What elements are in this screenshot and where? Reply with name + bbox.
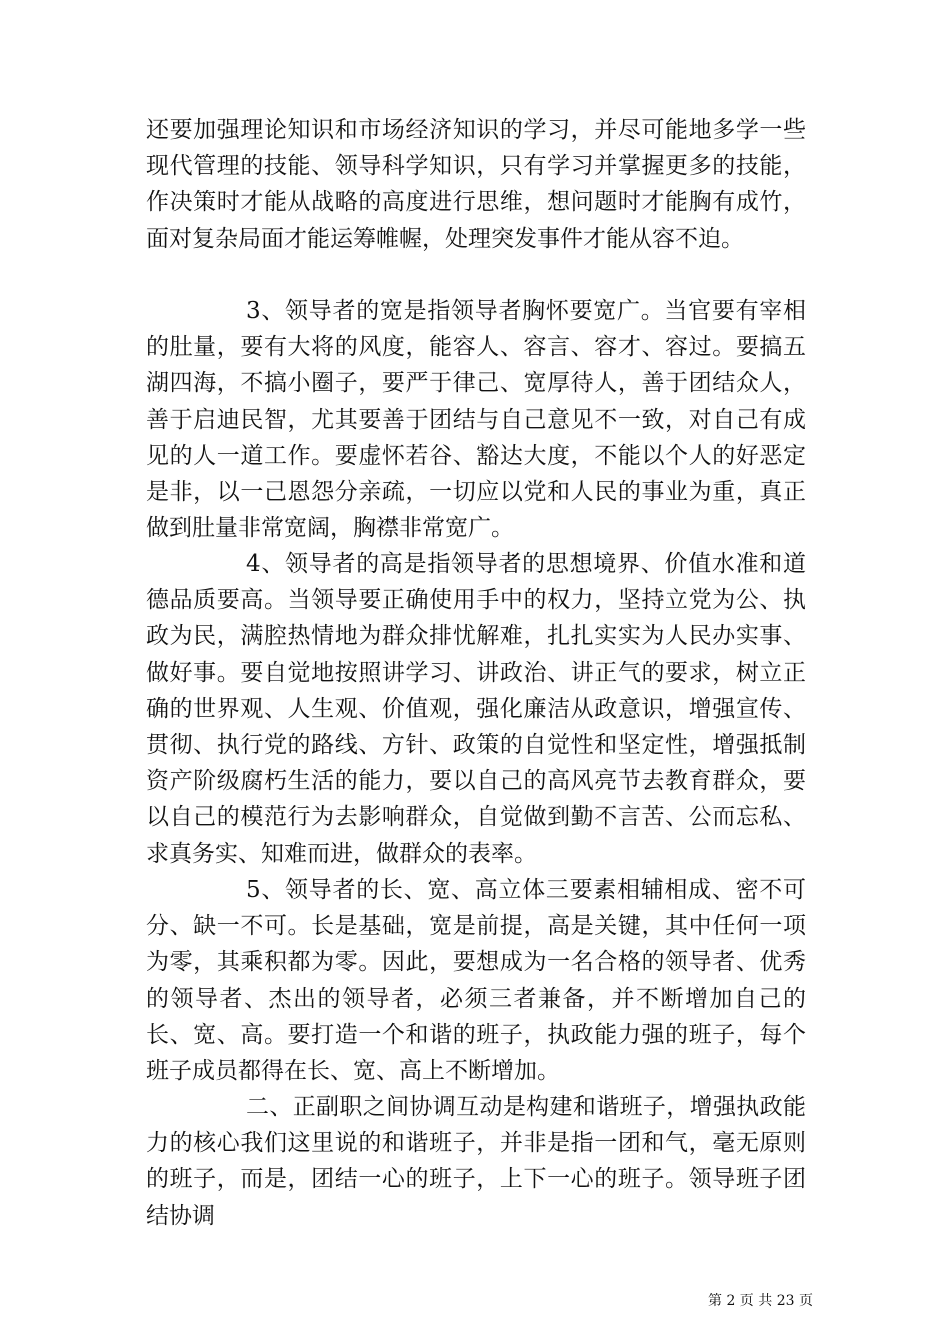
paragraph-1: 还要加强理论知识和市场经济知识的学习，并尽可能地多学一些现代管理的技能、领导科学知识，只有学习并掌握更多的技能，作决策时才能从战略的高度进行思维，想问题时才能胸有成竹，面对复杂局面才能运筹帷幄，处理突发事件才能从容不迫。 — [146, 117, 806, 252]
page-number-footer: 第 2 页 共 23 页 — [708, 1293, 813, 1309]
paragraph-4: 5、领导者的长、宽、高立体三要素相辅相成、密不可分、缺一不可。长是基础，宽是前提，高是关键，其中任何一项为零，其乘积都为零。因此，要想成为一名合格的领导者、优秀的领导者、杰出的领导者，必须三者兼备，并不断增加自己的长、宽、高。要打造一个和谐的班子，执政能力强的班子，每个班子成员都得在长、宽、高上不断增加。 — [146, 877, 806, 1085]
paragraph-5: 二、正副职之间协调互动是构建和谐班子，增强执政能力的核心我们这里说的和谐班子，并非是指一团和气，毫无原则的班子，而是，团结一心的班子，上下一心的班子。领导班子团结协调 — [146, 1094, 806, 1229]
paragraph-2: 3、领导者的宽是指领导者胸怀要宽广。当官要有宰相的肚量，要有大将的风度，能容人、容言、容才、容过。要搞五湖四海，不搞小圈子，要严于律己、宽厚待人，善于团结众人，善于启迪民智，尤其要善于团结与自己意见不一致，对自己有成见的人一道工作。要虚怀若谷、豁达大度，不能以个人的好恶定是非，以一己恩怨分亲疏，一切应以党和人民的事业为重，真正做到肚量非常宽阔，胸襟非常宽广。 — [146, 298, 806, 542]
paragraph-3: 4、领导者的高是指领导者的思想境界、价值水准和道德品质要高。当领导要正确使用手中的权力，坚持立党为公、执政为民，满腔热情地为群众排忧解难，扎扎实实为人民办实事、做好事。要自觉地按照讲学习、讲政治、讲正气的要求，树立正确的世界观、人生观、价值观，强化廉洁从政意识，增强宣传、贯彻、执行党的路线、方针、政策的自觉性和坚定性，增强抵制资产阶级腐朽生活的能力，要以自己的高风亮节去教育群众，要以自己的模范行为去影响群众，自觉做到勤不言苦、公而忘私、求真务实、知难而进，做群众的表率。 — [146, 551, 806, 867]
